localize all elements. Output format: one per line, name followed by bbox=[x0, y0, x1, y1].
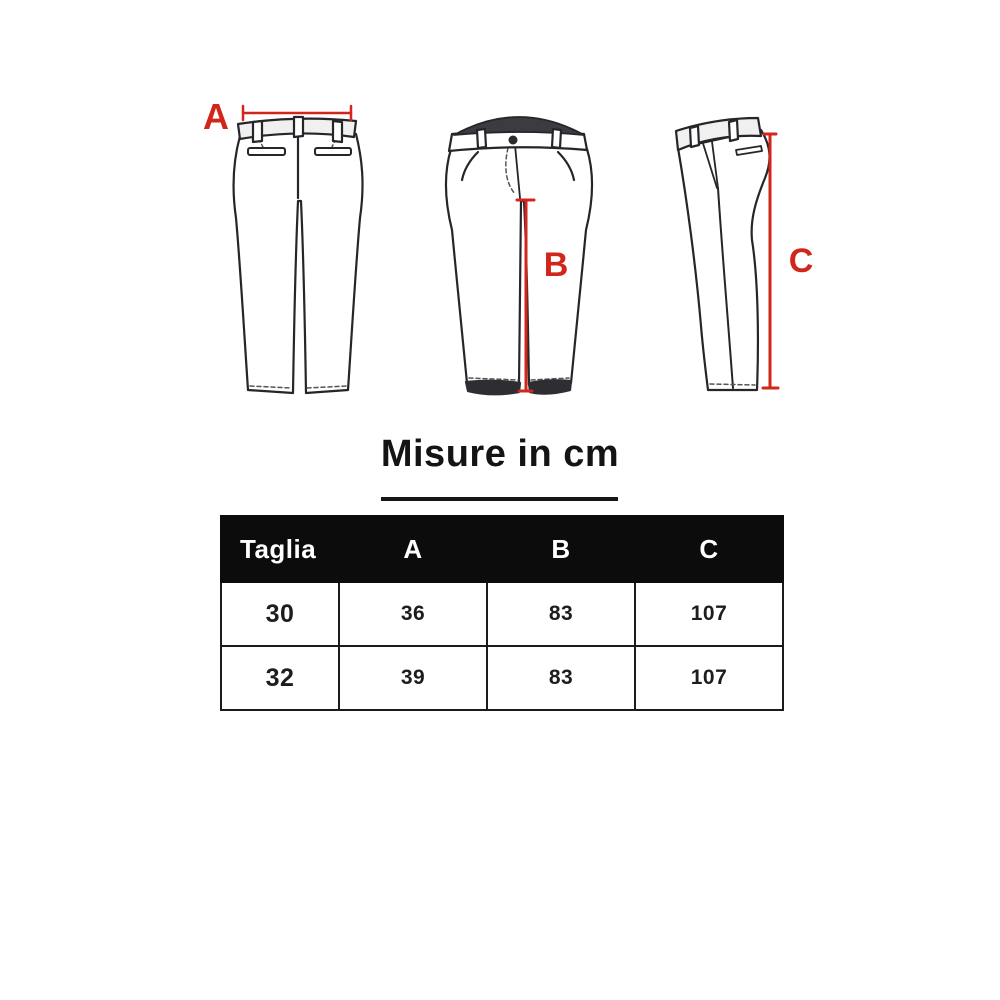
cell-30-a: 36 bbox=[339, 582, 487, 646]
back-pocket-left bbox=[248, 148, 285, 155]
col-header-taglia: Taglia bbox=[221, 516, 339, 582]
side-belt-loop bbox=[729, 120, 738, 141]
title-underline bbox=[381, 497, 618, 501]
size-table bbox=[220, 515, 784, 711]
cell-size-32: 32 bbox=[221, 646, 339, 710]
label-a: A bbox=[203, 96, 229, 137]
col-header-a: A bbox=[339, 516, 487, 582]
side-belt-loop bbox=[690, 126, 699, 147]
pants-back-view bbox=[233, 117, 362, 393]
front-waistband-inner bbox=[454, 117, 584, 135]
table-header-row bbox=[221, 516, 783, 582]
side-hem-stitch bbox=[710, 384, 755, 385]
back-pocket-right bbox=[315, 148, 351, 155]
page-title: Misure in cm bbox=[380, 433, 620, 475]
pants-side-view bbox=[676, 118, 770, 390]
pants-measurement-diagram bbox=[0, 0, 1000, 440]
cell-32-c: 107 bbox=[635, 646, 783, 710]
cell-32-b: 83 bbox=[487, 646, 635, 710]
cell-30-c: 107 bbox=[635, 582, 783, 646]
cell-32-a: 39 bbox=[339, 646, 487, 710]
cell-30-b: 83 bbox=[487, 582, 635, 646]
table-row bbox=[221, 646, 783, 710]
front-hem-right bbox=[529, 380, 571, 393]
col-header-b: B bbox=[487, 516, 635, 582]
back-belt-loop bbox=[294, 117, 303, 137]
back-belt-loop bbox=[253, 121, 262, 142]
label-b: B bbox=[543, 246, 569, 284]
front-button bbox=[509, 136, 518, 145]
label-c: C bbox=[788, 242, 814, 280]
table-row bbox=[221, 582, 783, 646]
pants-front-view bbox=[446, 117, 592, 394]
front-belt-loop bbox=[477, 129, 486, 148]
col-header-c: C bbox=[635, 516, 783, 582]
front-hem-left bbox=[466, 381, 520, 395]
front-belt-loop bbox=[552, 129, 561, 148]
cell-size-30: 30 bbox=[221, 582, 339, 646]
back-belt-loop bbox=[333, 121, 342, 142]
